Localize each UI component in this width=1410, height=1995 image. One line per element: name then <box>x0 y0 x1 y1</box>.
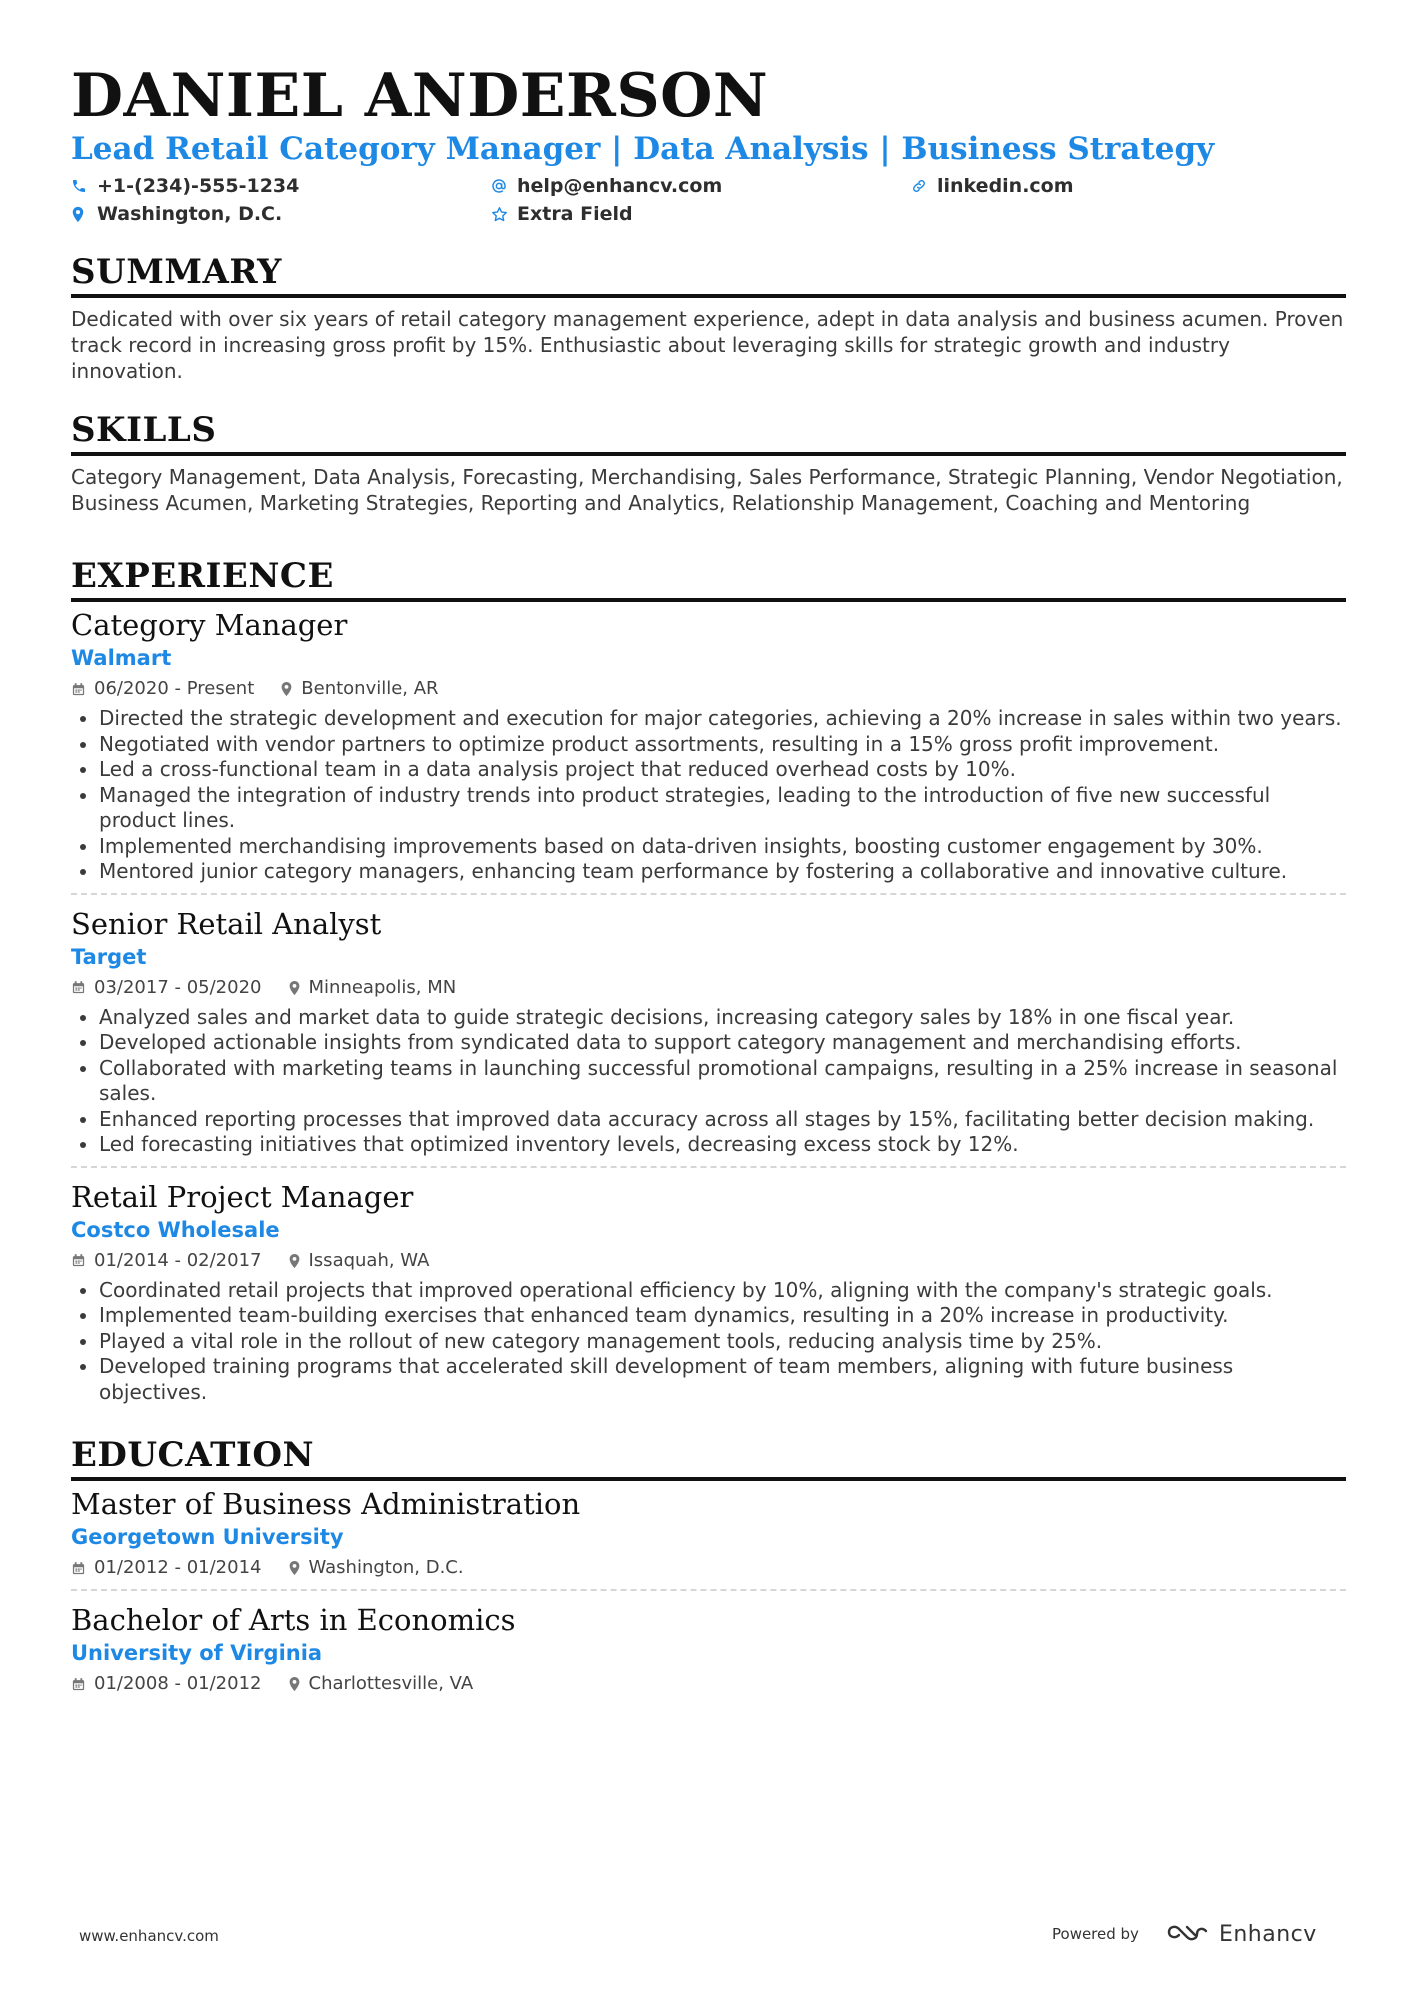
degree-title: Master of Business Administration <box>71 1487 581 1521</box>
education-entry <box>71 1589 1346 1705</box>
at-icon <box>491 177 513 195</box>
summary-text: Dedicated with over six years of retail category management experience, adept in data analysis and business acumen. Proven track record in increasing gross profit by 15%. Enthusiastic about leveraging skills for strategic growth and industry innovation. <box>71 307 1344 383</box>
education-location: Charlottesville, VA <box>308 1673 474 1694</box>
bullet-item: • Developed actionable insights from syndicated data to support category management and merchandising efforts. <box>99 1030 1346 1056</box>
powered-by-label: Powered by <box>1052 1925 1139 1943</box>
education-title: EDUCATION <box>71 1435 1346 1481</box>
job-bullets <box>71 706 1346 885</box>
job-location: Bentonville, AR <box>301 678 439 699</box>
bullet-item: • Played a vital role in the rollout of new category management tools, reducing analysis time by 25%. <box>99 1329 1346 1355</box>
bullet-item: • Analyzed sales and market data to guide strategic decisions, increasing category sales by 18% in one fiscal year. <box>99 1005 1346 1031</box>
contact-phone[interactable] <box>71 174 491 198</box>
contact-linkedin-text: linkedin.com <box>937 175 1074 197</box>
contact-phone-text: +1-(234)-555-1234 <box>97 175 300 197</box>
education-section <box>71 1435 1346 1705</box>
school-name: University of Virginia <box>71 1641 323 1665</box>
candidate-name: DANIEL ANDERSON <box>71 61 769 131</box>
calendar-icon <box>71 1561 86 1576</box>
education-dates: 01/2008 - 01/2012 <box>94 1673 262 1694</box>
job-bullets <box>71 1005 1346 1158</box>
job-location: Issaquah, WA <box>308 1249 430 1271</box>
skills-title: SKILLS <box>71 410 1346 456</box>
bullet-item: • Mentored junior category managers, enhancing team performance by fostering a collaborative and innovative culture. <box>99 859 1346 885</box>
location-pin-icon <box>280 681 293 697</box>
contact-location <box>71 202 491 226</box>
skills-section <box>71 410 1346 516</box>
job-title: Retail Project Manager <box>71 1179 414 1214</box>
enhancv-logo-icon <box>1165 1920 1211 1948</box>
school-name: Georgetown University <box>71 1525 344 1549</box>
summary-section <box>71 252 1346 384</box>
experience-entry <box>71 606 1346 893</box>
contact-email[interactable] <box>491 174 911 198</box>
job-location: Minneapolis, MN <box>308 976 457 998</box>
education-location: Washington, D.C. <box>308 1557 464 1578</box>
star-icon <box>491 205 513 223</box>
bullet-item: • Developed training programs that accelerated skill development of team members, aligning with future business objectives. <box>99 1354 1346 1405</box>
calendar-icon <box>71 980 86 995</box>
skills-text: Category Management, Data Analysis, Forecasting, Merchandising, Sales Performance, Strategic Planning, Vendor Negotiation, Business Acumen, Marketing Strategies, Reporting and Analytics, Relationship Management, Coaching and Mentoring <box>71 465 1343 515</box>
resume-header <box>71 60 1346 226</box>
education-meta <box>71 1555 1346 1581</box>
footer-website[interactable]: www.enhancv.com <box>79 1927 219 1945</box>
location-pin-icon <box>71 205 93 223</box>
bullet-item: • Coordinated retail projects that improved operational efficiency by 10%, aligning with the company's strategic goals. <box>99 1278 1346 1304</box>
job-dates: 06/2020 - Present <box>94 678 255 699</box>
contact-linkedin[interactable] <box>911 174 1211 198</box>
brand-name: Enhancv <box>1218 1921 1317 1947</box>
bullet-item: • Collaborated with marketing teams in launching successful promotional campaigns, resulting in a 25% increase in seasonal sales. <box>99 1056 1346 1107</box>
contact-location-text: Washington, D.C. <box>97 203 283 225</box>
education-entry <box>71 1485 1346 1589</box>
job-meta <box>71 1248 1346 1274</box>
job-bullets <box>71 1278 1346 1406</box>
location-pin-icon <box>288 1253 301 1269</box>
bullet-item: • Led a cross-functional team in a data analysis project that reduced overhead costs by 10%. <box>99 757 1346 783</box>
job-title: Senior Retail Analyst <box>71 906 382 941</box>
experience-entry <box>71 893 1346 1166</box>
calendar-icon <box>71 1677 86 1692</box>
job-meta <box>71 975 1346 1001</box>
education-meta <box>71 1671 1346 1697</box>
company-name: Costco Wholesale <box>71 1217 280 1242</box>
footer-branding[interactable] <box>1052 1920 1317 1948</box>
location-pin-icon <box>288 1676 301 1692</box>
contact-list <box>71 174 1346 226</box>
company-name: Target <box>71 944 147 969</box>
calendar-icon <box>71 682 86 697</box>
bullet-item: • Implemented merchandising improvements based on data-driven insights, boosting customer engagement by 30%. <box>99 834 1346 860</box>
job-dates: 03/2017 - 05/2020 <box>94 976 262 998</box>
bullet-item: • Managed the integration of industry trends into product strategies, leading to the introduction of five new successful product lines. <box>99 783 1346 834</box>
resume-page <box>71 60 1346 1705</box>
company-name: Walmart <box>71 646 172 670</box>
contact-extra-field <box>491 202 911 226</box>
link-icon <box>911 177 933 195</box>
degree-title: Bachelor of Arts in Economics <box>71 1603 516 1637</box>
experience-section <box>71 556 1346 1413</box>
candidate-headline: Lead Retail Category Manager | Data Analysis | Business Strategy <box>71 131 1215 167</box>
contact-extra-field-text: Extra Field <box>517 203 633 225</box>
bullet-item: • Led forecasting initiatives that optimized inventory levels, decreasing excess stock by 12%. <box>99 1132 1346 1158</box>
bullet-item: • Directed the strategic development and execution for major categories, achieving a 20% increase in sales within two years. <box>99 706 1346 732</box>
bullet-item: • Negotiated with vendor partners to optimize product assortments, resulting in a 15% gross profit improvement. <box>99 732 1346 758</box>
job-dates: 01/2014 - 02/2017 <box>94 1249 262 1271</box>
summary-title: SUMMARY <box>71 252 1346 298</box>
calendar-icon <box>71 1253 86 1268</box>
phone-icon <box>71 177 93 195</box>
experience-title: EXPERIENCE <box>71 556 1346 602</box>
bullet-item: • Enhanced reporting processes that improved data accuracy across all stages by 15%, facilitating better decision making. <box>99 1107 1346 1133</box>
bullet-item: • Implemented team-building exercises that enhanced team dynamics, resulting in a 20% increase in productivity. <box>99 1303 1346 1329</box>
education-dates: 01/2012 - 01/2014 <box>94 1557 262 1578</box>
job-title: Category Manager <box>71 608 348 642</box>
contact-email-text: help@enhancv.com <box>517 175 723 197</box>
location-pin-icon <box>288 980 301 996</box>
experience-entry <box>71 1166 1346 1414</box>
location-pin-icon <box>288 1560 301 1576</box>
job-meta <box>71 676 1346 702</box>
